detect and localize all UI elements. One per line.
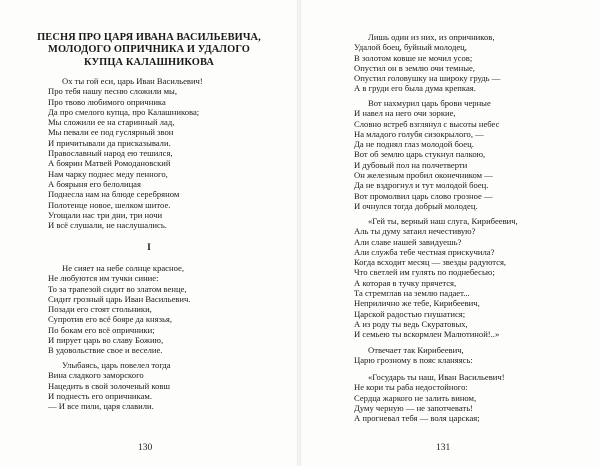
poem-line: Царской радостью гнушатися; <box>354 308 466 319</box>
poem-line: А которая в тучку прячется, <box>354 277 457 288</box>
poem-line: Царю грозному в пояс кланяясь: <box>354 355 473 366</box>
poem-line: Супротив его всё бояре да князья, <box>48 314 173 325</box>
poem-line: «Гей ты, верный наш слуга, Кирибеевич, <box>368 216 518 226</box>
poem-line: А прогневал тебя — воля царская; <box>354 413 480 424</box>
title-line: КУПЦА КАЛАШНИКОВА <box>84 56 214 68</box>
poem-line: А боярин Матвей Ромодановский <box>48 158 171 169</box>
poem-line: Что светлей им гулять по поднебесью; <box>354 267 495 278</box>
poem-line: Мы сложили ее на старинный лад, <box>48 117 175 128</box>
poem-line: Православный народ ею тешился, <box>48 148 173 159</box>
poem-line: Ох ты гой еси, царь Иван Васильевич! <box>62 76 203 86</box>
poem-line: И поднесть его опричникам. <box>48 390 152 401</box>
section-number: I <box>147 243 151 253</box>
poem-line: Неприлично же тебе, Кирибеевич, <box>354 298 480 309</box>
poem-line: Та стремглав на землю падает... <box>354 288 470 299</box>
poem-line: Сидит грозный царь Иван Васильевич. <box>48 293 191 304</box>
poem-line: Да не поднял глаз молодой боец. <box>354 139 474 150</box>
poem-line: А в груди его была дума крепкая. <box>354 83 476 94</box>
poem-line: Вот об землю царь стукнул палкою, <box>354 149 486 160</box>
stanza-c <box>354 216 518 340</box>
right-page <box>300 0 600 466</box>
poem-line: И пирует царь во славу Божию, <box>48 335 164 346</box>
poem-line: «Государь ты наш, Иван Васильевич! <box>368 372 505 382</box>
poem-line: — И все пили, царя славили. <box>48 401 154 412</box>
poem-line: Словно ястреб взглянул с высоты небес <box>354 118 500 129</box>
poem-line: И семьею ты вскормлен Малютиной!..» <box>354 329 500 340</box>
poem-line: А боярыня его белолицая <box>48 178 141 189</box>
page-number-left: 130 <box>138 443 153 453</box>
poem-line: Да про смелого купца, про Калашникова; <box>48 106 200 117</box>
poem-line: Про твово любимого опричника <box>48 96 166 107</box>
poem-line: И очнулся тогда добрый молодец. <box>354 200 478 211</box>
poem-line: Лишь один из них, из опричников, <box>368 32 495 42</box>
poem-title <box>24 32 274 69</box>
poem-line: Не сияет на небе солнце красное, <box>62 263 184 273</box>
stanza-a <box>354 32 500 94</box>
poem-line: Думу черную — не запотчевать! <box>354 402 473 413</box>
poem-line: Али служба тебе честная прискучила? <box>354 246 495 257</box>
poem-line: И дубовый пол на полчетверти <box>354 159 468 170</box>
poem-line: Вина сладкого заморского <box>48 370 144 381</box>
poem-line: Мы певали ее под гуслярный звон <box>48 127 174 138</box>
intro-stanza <box>48 76 203 230</box>
stanza-two <box>48 360 171 411</box>
poem-line: Да не вздрогнул и тут молодой боец. <box>354 180 489 191</box>
title-line: ПЕСНЯ ПРО ЦАРЯ ИВАНА ВАСИЛЬЕВИЧА, <box>37 32 261 43</box>
poem-line: Угощали нас три дни, три ночи <box>48 209 163 220</box>
poem-line: И причитывали да присказывали. <box>48 137 171 148</box>
page-number-right: 131 <box>436 443 451 453</box>
poem-line: Вот нахмурил царь брови черные <box>368 98 491 108</box>
poem-line: И всё слушали, не наслушались. <box>48 220 167 231</box>
poem-line: Удалой боец, буйный молодец, <box>354 42 467 53</box>
stanza-b <box>354 98 499 211</box>
poem-line: Вот промолвил царь слово грозное — <box>354 190 493 201</box>
poem-line: Нам чарку поднес меду пенного, <box>48 168 168 179</box>
poem-line: Не кори ты раба недостойного: <box>354 382 468 393</box>
poem-line: Опустил он в землю очи темные, <box>354 62 475 73</box>
stanza-d <box>354 345 473 366</box>
poem-line: Отвечает так Кирибеевич, <box>368 345 464 355</box>
stanza-one <box>48 263 190 356</box>
poem-line: Али славе нашей завидуешь? <box>354 236 462 247</box>
poem-line: Поднесла нам на блюде серебряном <box>48 189 180 200</box>
poem-line: Про тебя нашу песню сложили мы, <box>48 86 177 97</box>
poem-line: Когда всходит месяц — звезды радуются, <box>354 257 507 268</box>
poem-line: В удовольствие свое и веселие. <box>48 345 163 356</box>
poem-line: Улыбаясь, царь повелел тогда <box>62 360 171 370</box>
poem-line: По бокам его всё опричники; <box>48 324 155 335</box>
poem-line: Полотенце новое, шелком шитое. <box>48 199 171 210</box>
poem-line: В золотом ковше не мочил усов; <box>354 52 473 63</box>
title-line: МОЛОДОГО ОПРИЧНИКА И УДАЛОГО <box>48 44 250 56</box>
poem-line: И навел на него очи зоркие, <box>354 108 456 119</box>
poem-line: Нацедить в свой золоченый ковш <box>48 380 171 391</box>
stanza-e <box>354 372 505 423</box>
poem-line: Он железным пробил оконечником — <box>354 170 493 181</box>
poem-line: Аль ты думу затаил нечестивую? <box>354 226 476 237</box>
poem-line: Сердца жаркого не залить вином, <box>354 392 477 403</box>
poem-line: Опустил головушку на широку грудь — <box>354 73 501 84</box>
left-page <box>0 0 298 466</box>
poem-line: На младого голубя сизокрылого, — <box>354 128 484 139</box>
poem-line: Не любуются им тучки синие: <box>48 273 159 284</box>
poem-line: То за трапезой сидит во златом венце, <box>48 283 187 294</box>
poem-line: А из роду ты ведь Скуратовых, <box>354 318 468 329</box>
poem-line: Позади его стоят стольники, <box>48 304 152 315</box>
